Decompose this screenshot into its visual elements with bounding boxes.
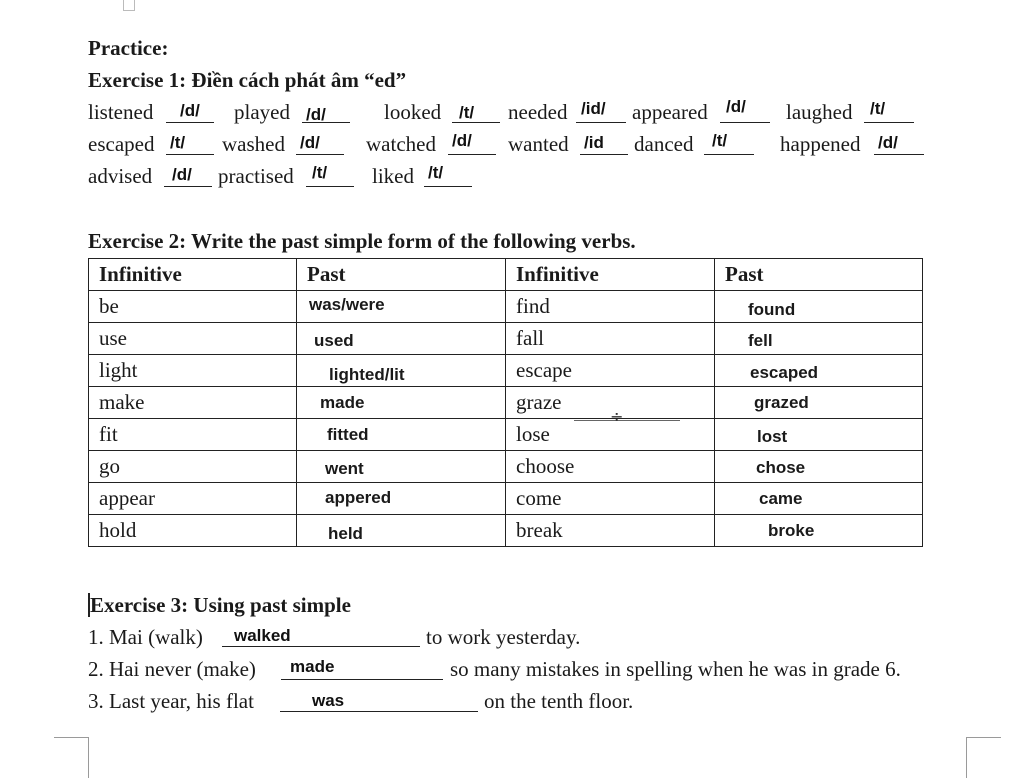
ex1-word: wanted [508,132,569,156]
ex1-blank [720,122,770,123]
past-answer: chose [756,457,806,477]
past-answer: fitted [327,424,369,444]
past-answer: escaped [750,362,819,382]
past-cell [297,355,506,387]
table-row [89,419,923,451]
ex1-answer: /d/ [180,101,200,120]
past-answer: grazed [754,392,809,412]
infinitive-cell: fall [506,323,715,355]
ex1-word: escaped [88,132,155,156]
ex3-answer: was [312,691,345,710]
past-answer: came [759,488,803,508]
past-cell [297,419,506,451]
verbs-table [88,258,923,547]
past-cell [297,387,506,419]
ex1-answer: /t/ [312,163,328,182]
header-infinitive: Infinitive [89,259,297,291]
ex3-blank [281,679,443,680]
infinitive-cell: choose [506,451,715,483]
table-header-row [89,259,923,291]
header-past: Past [297,259,506,291]
ex1-word: listened [88,100,154,124]
ex3-suffix: to work yesterday. [426,625,581,649]
infinitive-cell: find [506,291,715,323]
ex1-word: needed [508,100,568,124]
table-row [89,291,923,323]
past-cell [715,323,923,355]
infinitive-cell: appear [89,483,297,515]
ex1-answer: /id/ [581,99,606,118]
ex1-blank [576,122,626,123]
past-cell [715,355,923,387]
infinitive-cell: break [506,515,715,547]
ex3-suffix: on the tenth floor. [484,689,634,713]
exercise2-title: Exercise 2: Write the past simple form of the following verbs. [88,229,636,253]
ex1-answer: /d/ [452,131,472,150]
ex3-blank [280,711,478,712]
infinitive-text: graze [516,390,562,414]
ex1-answer: /d/ [172,165,192,184]
ex1-word: danced [634,132,694,156]
ex1-word: practised [218,164,294,188]
ex1-answer: /d/ [726,97,746,116]
ex3-prefix: 1. Mai (walk) [88,625,203,649]
ex1-blank [448,154,496,155]
ex3-answer: made [290,657,335,676]
page-corner-mark-left [54,737,89,778]
past-answer: went [325,458,364,478]
exercise1-title: Exercise 1: Điền cách phát âm “ed” [88,68,407,92]
ex3-prefix: 3. Last year, his flat [88,689,254,713]
infinitive-cell: hold [89,515,297,547]
past-cell [297,483,506,515]
ex1-answer: /d/ [306,105,326,124]
ex1-blank [166,154,214,155]
past-cell [715,387,923,419]
ex1-word: appeared [632,100,708,124]
past-cell [715,291,923,323]
ex1-blank [166,122,214,123]
past-cell [297,515,506,547]
ex1-answer: /t/ [870,99,886,118]
infinitive-cell: escape [506,355,715,387]
past-answer: lighted/lit [329,364,405,384]
past-cell [715,451,923,483]
ex1-blank [704,154,754,155]
ex3-suffix: so many mistakes in spelling when he was in grade 6. [450,657,901,681]
ex1-answer: /t/ [428,163,444,182]
ex1-word: looked [384,100,442,124]
move-handle-icon[interactable]: ÷ [610,407,624,426]
infinitive-cell: come [506,483,715,515]
past-answer: held [328,523,363,543]
ex1-answer: /id [584,133,604,152]
ex1-blank [296,154,344,155]
infinitive-cell [506,387,715,426]
past-answer: found [748,299,796,319]
past-cell [297,291,506,323]
infinitive-cell: go [89,451,297,483]
ex1-word: washed [222,132,285,156]
ex1-word: happened [780,132,861,156]
table-row [89,323,923,355]
infinitive-cell: light [89,355,297,387]
ex1-word: liked [372,164,414,188]
infinitive-cell: be [89,291,297,323]
ex1-blank [864,122,914,123]
practice-heading: Practice: [88,36,169,60]
ex1-word: advised [88,164,153,188]
ex3-answer: walked [234,626,291,645]
page-corner-mark-right [966,737,1001,778]
infinitive-cell: use [89,323,297,355]
infinitive-cell: make [89,387,297,419]
exercise3-title: Exercise 3: Using past simple [90,593,351,617]
ex1-word: watched [366,132,436,156]
ex1-answer: /d/ [878,133,898,152]
ex1-blank [874,154,924,155]
ex1-word: played [234,100,290,124]
ex1-word: laughed [786,100,853,124]
past-answer: lost [757,426,788,446]
past-answer: broke [768,520,815,540]
ex3-blank [222,646,420,647]
past-answer: appered [325,487,392,507]
header-past: Past [715,259,923,291]
table-row [89,451,923,483]
past-answer: was/were [309,294,385,314]
past-answer: made [320,392,365,412]
infinitive-cell: fit [89,419,297,451]
past-cell [715,515,923,547]
infinitive-cell: lose [506,419,715,451]
table-row [89,515,923,547]
past-cell [297,451,506,483]
ex1-answer: /t/ [712,131,728,150]
ex1-answer: /t/ [459,103,475,122]
ex1-answer: /d/ [300,133,320,152]
page-top-marker [123,0,135,11]
ex3-prefix: 2. Hai never (make) [88,657,256,681]
ex1-blank [424,186,472,187]
past-answer: fell [748,330,773,350]
past-cell [715,419,923,451]
header-infinitive: Infinitive [506,259,715,291]
ex1-blank [306,186,354,187]
past-cell [297,323,506,355]
ex1-blank [580,154,628,155]
ex1-blank [164,186,212,187]
table-row [89,355,923,387]
past-answer: used [314,330,354,350]
table-row [89,387,923,419]
table-row [89,483,923,515]
past-cell [715,483,923,515]
ex1-answer: /t/ [170,133,186,152]
